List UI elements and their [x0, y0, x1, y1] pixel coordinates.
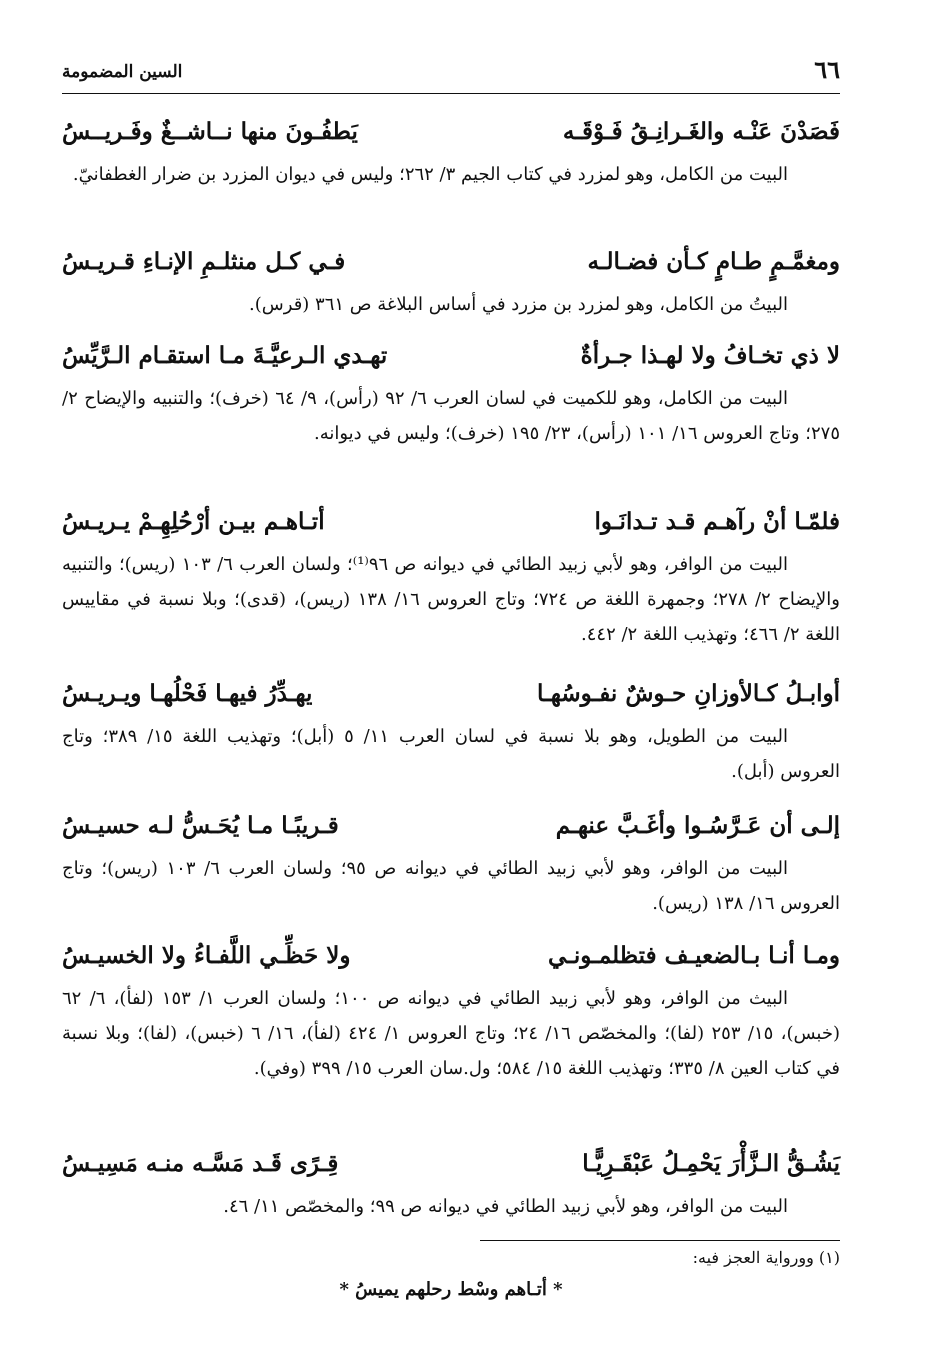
verse-line [62, 680, 840, 709]
verse-commentary: البيت من الوافر، وهو لأبي زبيد الطائي في ديوانه ص ٩٩؛ والمخصّص ١١/ ٤٦. [223, 1195, 788, 1217]
verse-line [62, 248, 840, 277]
verse-entry [62, 118, 840, 192]
verse-entry [62, 1150, 840, 1224]
verse-commentary: البيت من الكامل، وهو للكميت في لسان العرب ٦/ ٩٢ (رأس)، ٩/ ٦٤ (خرف)؛ والتنبيه والإيضاح ٢/ ٢٧٥؛ وتاج العروس ١٦/ ١٠١ (رأس)، ٢٣/ ١٩٥ (خرف)؛ وليس في ديوانه. [62, 387, 840, 444]
verse-second-hemistich: أتـاهـم بيـن أرْحُلِهِـمْ يـريـسُ [62, 508, 325, 535]
verse-first-hemistich: فلمّـا أنْ رآهـم قـد تـدانَـوا [594, 508, 840, 535]
verse-second-hemistich: قِـرًى قَـد مَسَّـه منـه مَسِيـسُ [62, 1150, 339, 1177]
verse-first-hemistich: يَشُـقُّ الـزَّأْرَ يَحْمِـلُ عَبْقَـرِيًّـا [582, 1150, 840, 1177]
verse-commentary: البيت من الكامل، وهو لمزرد في كتاب الجيم ٣/ ٢٦٢؛ وليس في ديوان المزرد بن ضرار الغطفانيّ. [72, 163, 788, 185]
page-number: ٦٦ [814, 55, 840, 84]
verse-second-hemistich: تهـدي الـرعيَّـةَ مـا استقـام الـرَّيِّسُ [62, 342, 388, 369]
verse-first-hemistich: فَصَدْنَ عَنْـه والغَـرانِـقُ فَـوْقَـه [562, 118, 840, 145]
verse-line [62, 942, 840, 971]
verse-first-hemistich: إلـى أن عَـرَّسُـوا وأغَـبَّ عنهـم [555, 812, 840, 839]
page-header [62, 52, 840, 94]
verse-first-hemistich: ومـا أنـا بـالضعيـف فتظلمـونـي [547, 942, 840, 969]
verse-second-hemistich: يهـدِّرُ فيهـا فَحْلُهـا ويـريـسُ [62, 680, 313, 707]
verse-second-hemistich: فـي كـل منثلـمِ الإنـاءِ قـريـسُ [62, 248, 346, 275]
verse-second-hemistich: ولا حَظِّـي اللَّفـاءُ ولا الخسيـسُ [62, 942, 351, 969]
verse-second-hemistich: قـريبًـا مـا يُحَـسُّ لـه حسيـسُ [62, 812, 339, 839]
verse-commentary: البيت من الوافر، وهو لأبي زبيد الطائي في ديوانه ص ٩٦⁽¹⁾؛ ولسان العرب ٦/ ١٠٣ (ريس)؛ والتنبيه والإيضاح ٢/ ٢٧٨؛ وجمهرة اللغة ص ٧٢٤؛ وتاج العروس ١٦/ ١٣٨ (ريس)، (قدى)؛ وبلا نسبة في مقاييس اللغة ٢/ ٤٦٦؛ وتهذيب اللغة ٢/ ٤٤٢. [62, 553, 840, 645]
footnote-verse: * أتـاهم وسْط رحلهم يميسُ * [339, 1279, 563, 1300]
verse-line [62, 508, 840, 537]
verse-line [62, 118, 840, 147]
verse-entry [62, 812, 840, 921]
verse-entry [62, 508, 840, 652]
verse-commentary: البيت من الوافر، وهو لأبي زبيد الطائي في ديوانه ص ٩٥؛ ولسان العرب ٦/ ١٠٣ (ريس)؛ وتاج العروس ١٦/ ١٣٨ (ريس). [62, 857, 840, 914]
verse-first-hemistich: ومغمَّـمٍ طـامٍ كـأن فضـالـه [587, 248, 840, 275]
footnote-divider [480, 1240, 840, 1241]
footnote-text: (١) وورواية العجز فيه: [692, 1248, 840, 1267]
verse-line [62, 812, 840, 841]
verse-line [62, 342, 840, 371]
verse-commentary: البيث من الوافر، وهو لأبي زبيد الطائي في ديوانه ص ١٠٠؛ ولسان العرب ١/ ١٥٣ (لفأ)، ٦/ ٦٢ (خبس)، ١٥/ ٢٥٣ (لفا)؛ والمخصّص ١٦/ ٢٤؛ وتاج العروس ١/ ٤٢٤ (لفأ)، ١٦/ ٦ (خبس)، (لفا)؛ وبلا نسبة في كتاب العين ٨/ ٣٣٥؛ وتهذيب اللغة ١٥/ ٥٨٤؛ ول.سان العرب ١٥/ ٣٩٩ (وفي). [62, 987, 841, 1079]
verse-commentary: البيتُ من الكامل، وهو لمزرد بن مزرد في أساس البلاغة ص ٣٦١ (قرس). [249, 293, 788, 315]
verse-entry [62, 342, 840, 451]
footnote [62, 1246, 840, 1302]
verse-commentary: البيت من الطويل، وهو بلا نسبة في لسان العرب ١١/ ٥ (أبل)؛ وتهذيب اللغة ١٥/ ٣٨٩؛ وتاج العروس (أبل). [62, 725, 840, 782]
verse-line [62, 1150, 840, 1179]
verse-entry [62, 942, 840, 1086]
verse-first-hemistich: لا ذي تخـافُ ولا لهـذا جـرأةٌ [580, 342, 840, 369]
verse-second-hemistich: يَطفُـونَ منها نــاشــغٌ وفَـريــسُ [62, 118, 358, 145]
page-content [62, 52, 840, 1342]
running-title: السين المضمومة [62, 62, 183, 82]
verse-first-hemistich: أوابـلُ كـالأوزانِ حـوشٌ نفـوسُهـا [537, 680, 840, 707]
verse-entry [62, 680, 840, 789]
verse-entry [62, 248, 840, 322]
